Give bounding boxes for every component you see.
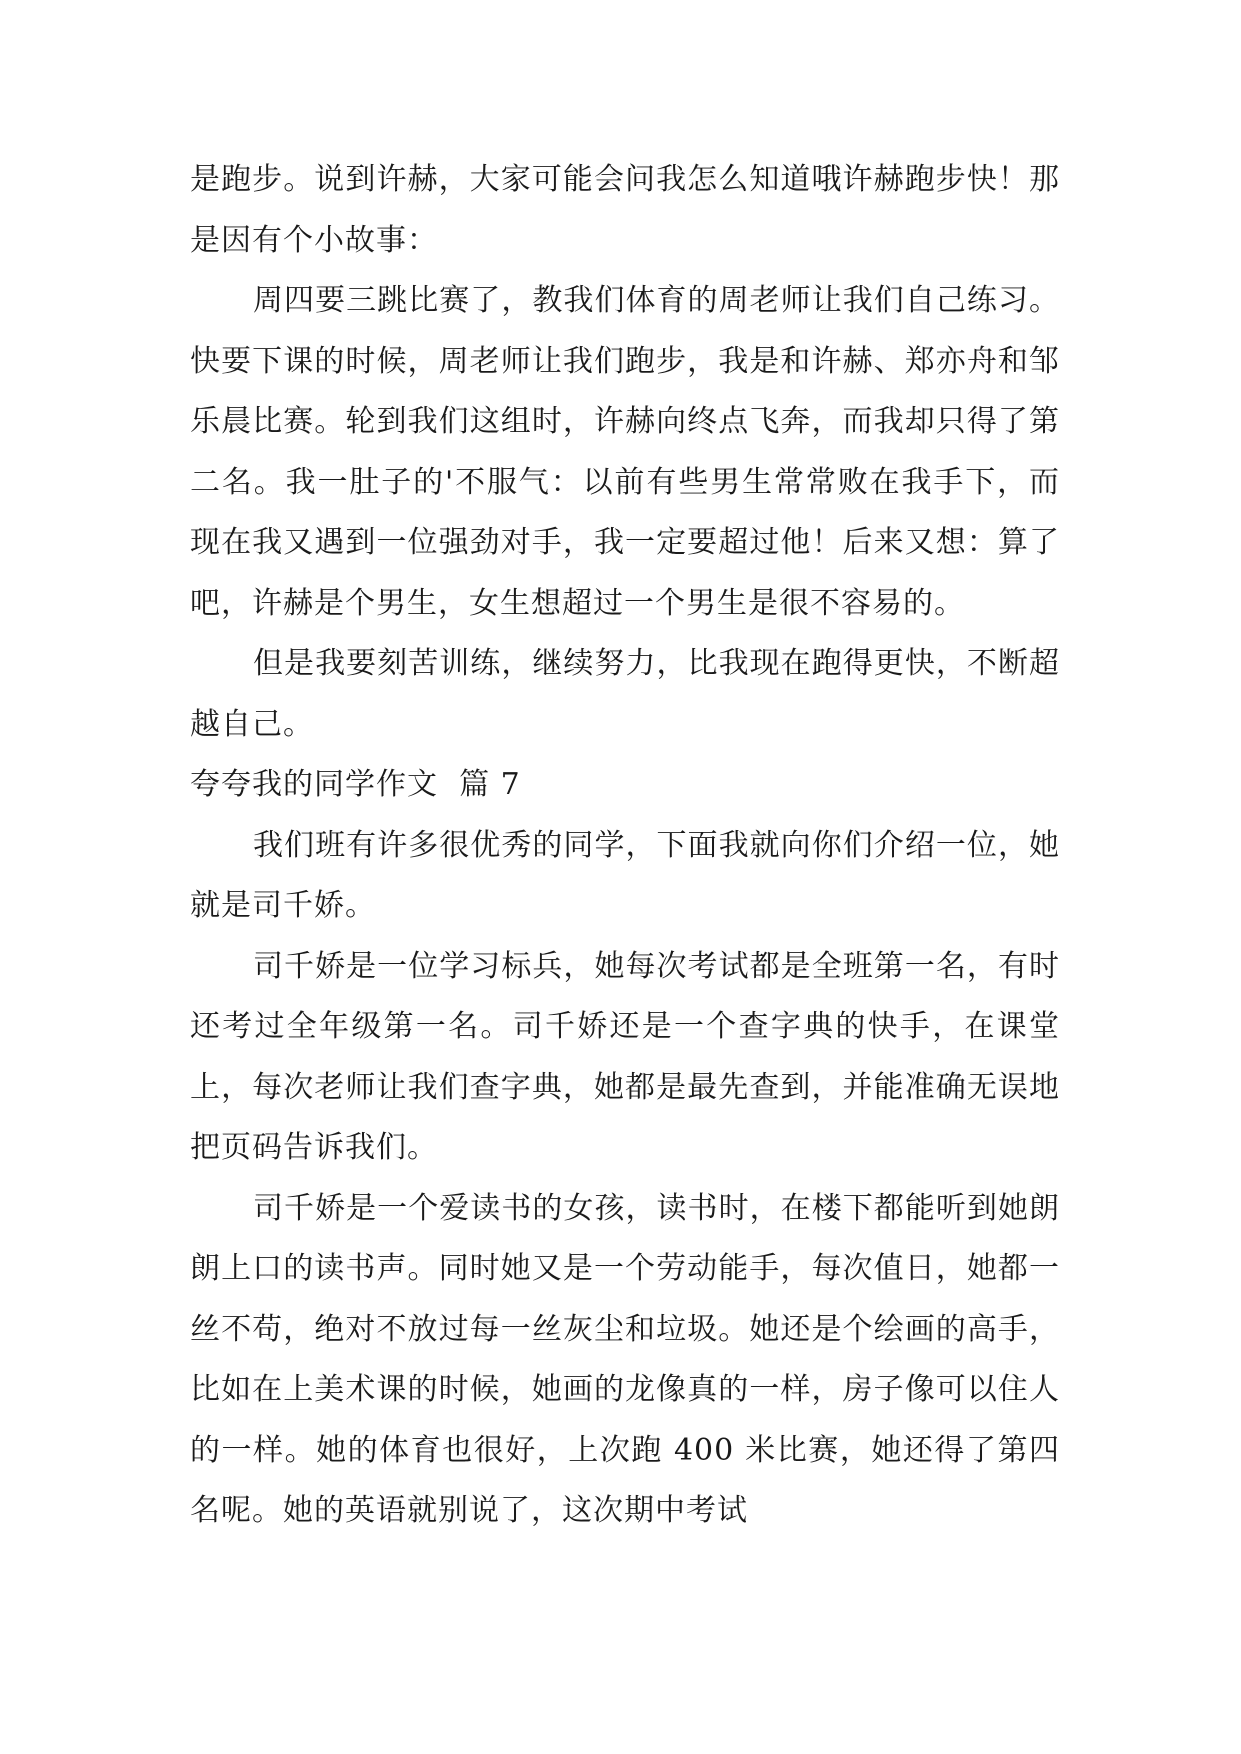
paragraph-race: 周四要三跳比赛了，教我们体育的周老师让我们自己练习。快要下课的时候，周老师让我们跑步，我是和许赫、郑亦舟和邹乐晨比赛。轮到我们这组时，许赫向终点飞奔，而我却只得了第二名。我一肚子的'不服气：以前有些男生常常败在我手下，而现在我又遇到一位强劲对手，我一定要超过他！后来又想：算了吧，许赫是个男生，女生想超过一个男生是很不容易的。	[190, 283, 1060, 621]
paragraph-story-intro: 是跑步。说到许赫，大家可能会问我怎么知道哦许赫跑步快！那是因有个小故事：	[190, 162, 1060, 258]
paragraph-study-model: 司千娇是一位学习标兵，她每次考试都是全班第一名，有时还考过全年级第一名。司千娇还是一个查字典的快手，在课堂上，每次老师让我们查字典，她都是最先查到，并能准确无误地把页码告诉我们。	[190, 948, 1060, 1165]
document-page	[190, 150, 1060, 1542]
paragraph-introduce-classmate: 我们班有许多很优秀的同学，下面我就向你们介绍一位，她就是司千娇。	[190, 827, 1060, 923]
paragraph-reading-and-talents: 司千娇是一个爱读书的女孩，读书时，在楼下都能听到她朗朗上口的读书声。同时她又是一个劳动能手，每次值日，她都一丝不苟，绝对不放过每一丝灰尘和垃圾。她还是个绘画的高手，比如在上美术课的时候，她画的龙像真的一样，房子像可以住人的一样。她的体育也很好，上次跑 400 米比赛，她还得了第四名呢。她的英语就别说了，这次期中考试	[190, 1190, 1060, 1528]
section-heading: 夸夸我的同学作文 篇 7	[190, 767, 521, 802]
paragraph-resolve: 但是我要刻苦训练，继续努力，比我现在跑得更快，不断超越自己。	[190, 646, 1060, 742]
